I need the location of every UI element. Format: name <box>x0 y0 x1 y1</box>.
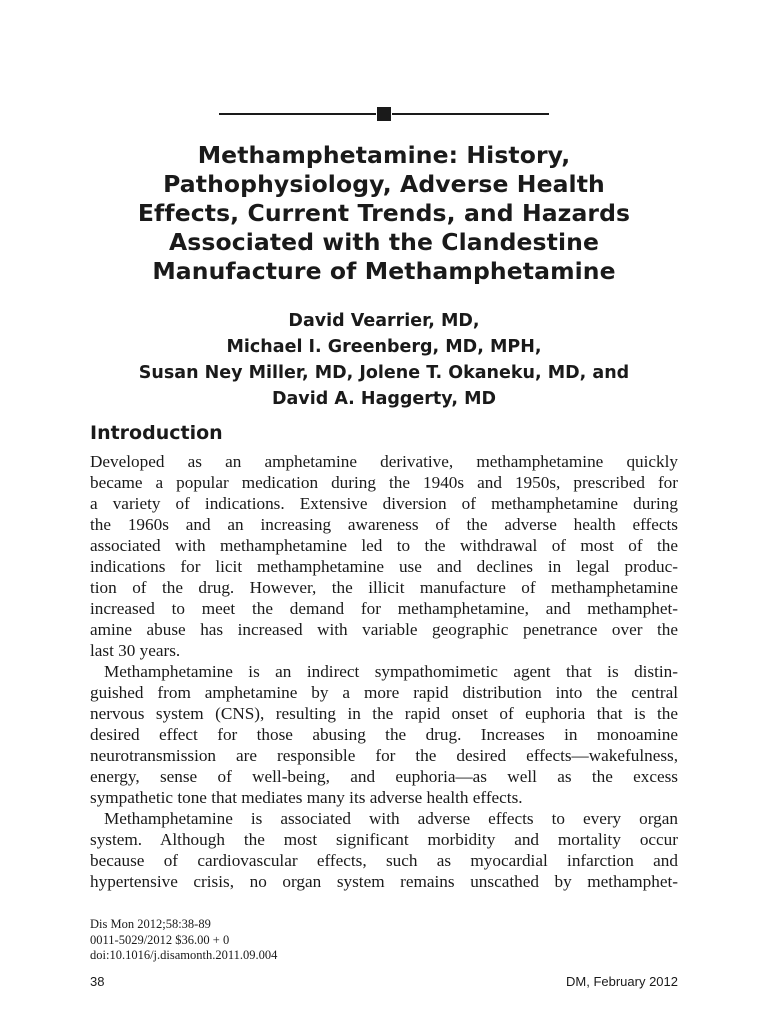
article-title <box>60 141 708 286</box>
text-line: last 30 years. <box>90 641 181 660</box>
text-line: amine abuse has increased with variable geographic penetrance over the <box>90 620 678 639</box>
text-line: the 1960s and an increasing awareness of the adverse health effects <box>90 515 678 534</box>
text-line: hypertensive crisis, no organ system remains unscathed by methamphet- <box>90 872 678 891</box>
doi: doi:10.1016/j.disamonth.2011.09.004 <box>90 948 278 962</box>
title-ornament <box>219 107 549 121</box>
title-line: Manufacture of Methamphetamine <box>152 257 616 285</box>
journal-reference: Dis Mon 2012;58:38-89 <box>90 917 211 931</box>
text-line: tion of the drug. However, the illicit manufacture of methamphetamine <box>90 578 678 597</box>
article-body <box>90 451 678 892</box>
text-line: a variety of indications. Extensive diversion of methamphetamine during <box>90 494 678 513</box>
paragraph-1 <box>90 451 678 661</box>
text-line: increased to meet the demand for methamphetamine, and methamphet- <box>90 599 678 618</box>
text-line: system. Although the most significant morbidity and mortality occur <box>90 830 678 849</box>
author-line: David A. Haggerty, MD <box>271 389 497 409</box>
text-line: became a popular medication during the 1940s and 1950s, prescribed for <box>90 473 678 492</box>
author-list <box>40 308 728 412</box>
text-line: neurotransmission are responsible for the desired effects—wakefulness, <box>90 746 678 765</box>
ornament-square-icon <box>377 107 391 121</box>
author-line: Michael I. Greenberg, MD, MPH, <box>226 337 542 357</box>
author-line: David Vearrier, MD, <box>288 311 480 331</box>
text-line: sympathetic tone that mediates many its adverse health effects. <box>90 788 523 807</box>
title-line: Methamphetamine: History, <box>197 141 571 169</box>
text-line: indications for licit methamphetamine use and declines in legal produc- <box>90 557 678 576</box>
text-line: desired effect for those abusing the drug. Increases in monoamine <box>90 725 678 744</box>
title-line: Effects, Current Trends, and Hazards <box>137 199 631 227</box>
text-line: energy, sense of well-being, and euphoria—as well as the excess <box>90 767 678 786</box>
author-line: Susan Ney Miller, MD, Jolene T. Okaneku, MD, and <box>138 363 630 383</box>
issue-label: DM, February 2012 <box>566 974 678 989</box>
ornament-rule-right <box>392 113 549 115</box>
text-line: Developed as an amphetamine derivative, methamphetamine quickly <box>90 452 678 471</box>
ornament-rule-left <box>219 113 376 115</box>
page-number: 38 <box>90 974 105 989</box>
text-line: associated with methamphetamine led to the withdrawal of most of the <box>90 536 678 555</box>
paragraph-3 <box>90 808 678 892</box>
title-line: Pathophysiology, Adverse Health <box>163 170 605 198</box>
title-line: Associated with the Clandestine <box>168 228 599 256</box>
citation-block <box>90 917 277 964</box>
paragraph-2 <box>90 661 678 808</box>
text-line: Methamphetamine is associated with adverse effects to every organ <box>104 809 678 828</box>
text-line: nervous system (CNS), resulting in the rapid onset of euphoria that is the <box>90 704 678 723</box>
text-line: because of cardiovascular effects, such as myocardial infarction and <box>90 851 678 870</box>
text-line: guished from amphetamine by a more rapid distribution into the central <box>90 683 678 702</box>
issn-price: 0011-5029/2012 $36.00 + 0 <box>90 932 230 947</box>
section-heading: Introduction <box>90 422 223 444</box>
text-line: Methamphetamine is an indirect sympathomimetic agent that is distin- <box>104 662 678 681</box>
